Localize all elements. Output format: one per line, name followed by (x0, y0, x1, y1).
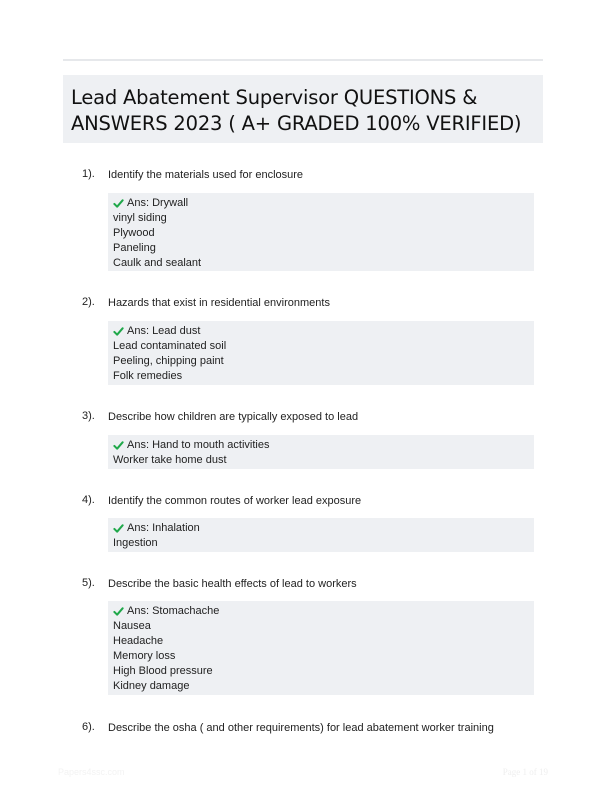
question-number: 1). (82, 168, 95, 180)
answer-line: Paneling (113, 242, 156, 254)
question-text: Describe the osha ( and other requirements) for lead abatement worker training (108, 722, 494, 734)
question-text: Hazards that exist in residential environments (108, 297, 330, 309)
document-title: Lead Abatement Supervisor QUESTIONS & ANSWERS 2023 ( A+ GRADED 100% VERIFIED) (71, 86, 522, 135)
question-text: Describe the basic health effects of lead to workers (108, 578, 357, 590)
checkmark-icon (113, 606, 124, 617)
question-text: Identify the common routes of worker lead exposure (108, 495, 362, 507)
answer-box (108, 321, 534, 385)
answer-box (108, 601, 534, 695)
answer-line: Memory loss (113, 650, 176, 662)
top-divider (63, 59, 543, 61)
answer-line: Kidney damage (113, 680, 190, 692)
answer-line: Plywood (113, 227, 155, 239)
question-number: 6). (82, 721, 95, 733)
answer-line: Worker take home dust (113, 454, 227, 466)
answer-box (108, 193, 534, 271)
question-number: 5). (82, 577, 95, 589)
checkmark-icon (113, 326, 124, 337)
answer-text: Ans: Inhalation (127, 522, 200, 534)
answer-box (108, 435, 534, 469)
answer-text: Ans: Hand to mouth activities (127, 439, 270, 451)
question-number: 4). (82, 494, 95, 506)
answer-line: High Blood pressure (113, 665, 213, 677)
checkmark-icon (113, 440, 124, 451)
answer-line: Folk remedies (113, 370, 183, 382)
answer-line: Nausea (113, 620, 151, 632)
answer-text: Ans: Lead dust (127, 325, 201, 337)
answer-line: Headache (113, 635, 164, 647)
question-text: Identify the materials used for enclosure (108, 169, 304, 181)
answer-box (108, 518, 534, 552)
answer-line-first (113, 324, 534, 339)
answer-line-first (113, 438, 534, 453)
answer-text: Ans: Drywall (127, 197, 189, 209)
answer-line-first (113, 521, 534, 536)
footer-watermark: Papers4ssc.com (58, 767, 125, 777)
answer-line: Ingestion (113, 537, 158, 549)
question-number: 2). (82, 296, 95, 308)
checkmark-icon (113, 198, 124, 209)
answer-line: Caulk and sealant (113, 257, 202, 269)
question-number: 3). (82, 410, 95, 422)
answer-line: Peeling, chipping paint (113, 355, 224, 367)
answer-line: vinyl siding (113, 212, 167, 224)
answer-line: Lead contaminated soil (113, 340, 227, 352)
page-number: Page 1 of 19 (502, 767, 548, 777)
question-text: Describe how children are typically exposed to lead (108, 411, 359, 423)
title-banner (63, 75, 543, 143)
answer-line-first (113, 196, 534, 211)
answer-text: Ans: Stomachache (127, 605, 220, 617)
checkmark-icon (113, 523, 124, 534)
answer-line-first (113, 604, 534, 619)
